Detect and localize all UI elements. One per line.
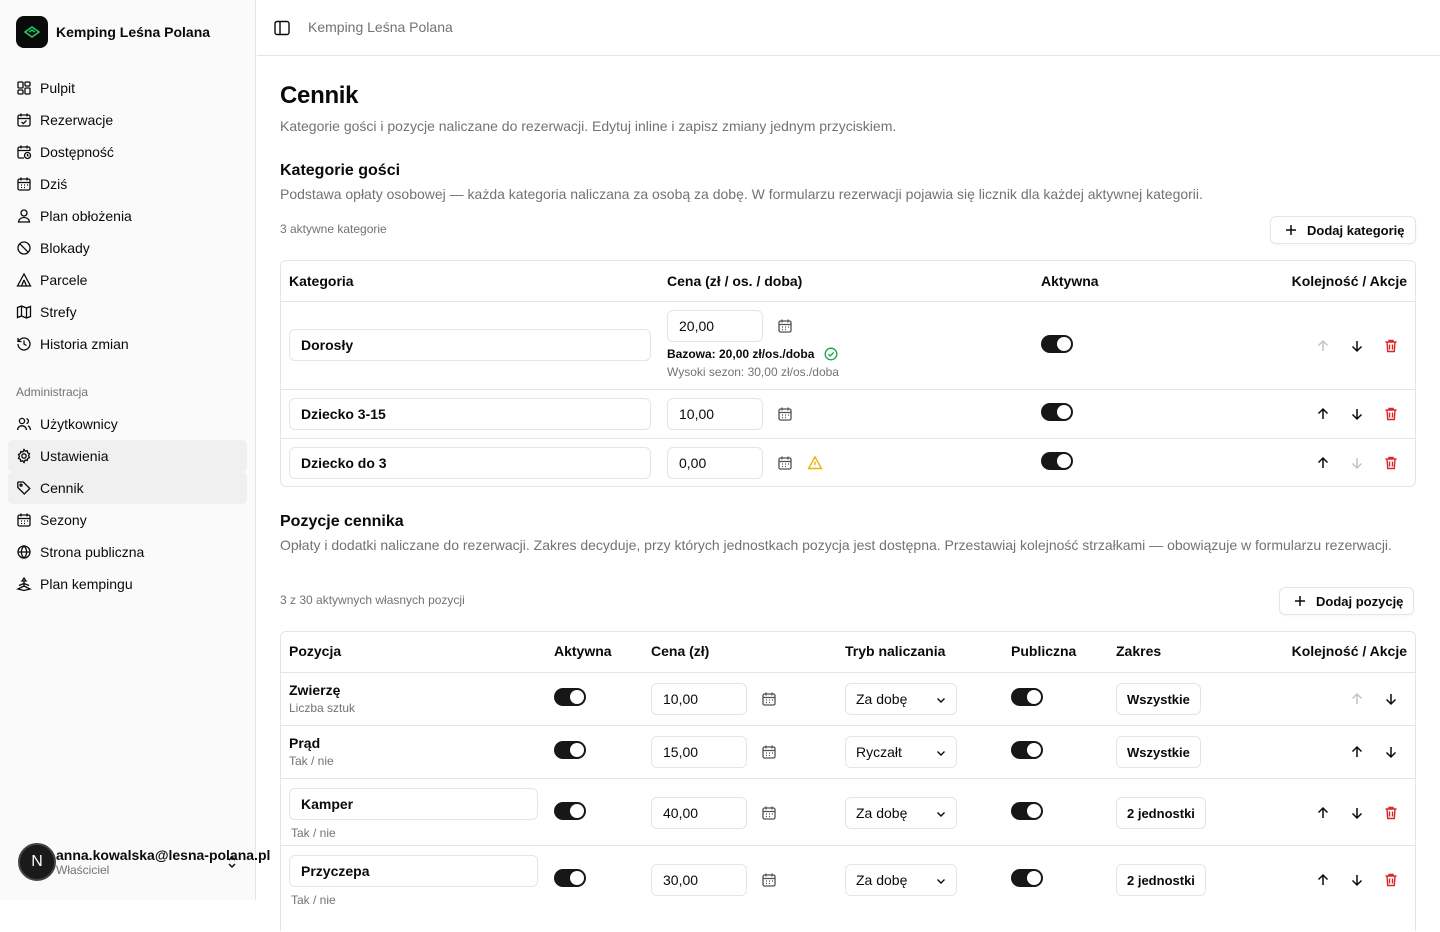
arrow-down-icon[interactable]	[1383, 744, 1399, 760]
check-circle-icon	[824, 347, 838, 361]
item-name: Zwierzę	[289, 682, 341, 698]
sidebar-item-label: Historia zmian	[40, 336, 129, 352]
sidebar	[0, 0, 271, 900]
public-toggle[interactable]	[1011, 688, 1043, 706]
sidebar-item-strefy[interactable]	[8, 296, 247, 328]
active-toggle[interactable]	[554, 688, 586, 706]
sidebar-item-label: Ustawienia	[40, 448, 109, 464]
sidebar-item-label: Użytkownicy	[40, 416, 118, 432]
trash-icon[interactable]	[1383, 455, 1399, 471]
billing-mode-value: Za dobę	[856, 872, 908, 888]
tag-icon	[16, 480, 32, 496]
tent-icon	[16, 272, 32, 288]
column-header-scope: Zakres	[1116, 643, 1162, 659]
sidebar-item-label: Plan kempingu	[40, 576, 133, 592]
sidebar-item-label: Sezony	[40, 512, 87, 528]
arrow-up-icon[interactable]	[1315, 872, 1331, 888]
price-input[interactable]: 20,00	[667, 310, 763, 342]
sidebar-item-label: Strona publiczna	[40, 544, 145, 560]
plus-icon	[1283, 222, 1299, 238]
column-header-actions: Kolejność / Akcje	[1291, 273, 1407, 289]
sidebar-item-strona-publiczna[interactable]	[8, 536, 247, 568]
items-table	[280, 631, 1416, 931]
guests-section-title: Kategorie gości	[280, 162, 401, 179]
scope-button[interactable]: 2 jednostki	[1116, 864, 1206, 896]
column-header-active: Aktywna	[1041, 273, 1099, 289]
season-price-note: Wysoki sezon: 30,00 zł/os./doba	[667, 365, 839, 379]
table-row	[281, 389, 1415, 438]
calendar-icon	[16, 512, 32, 528]
sidebar-toggle-icon[interactable]	[273, 19, 291, 37]
admin-nav	[8, 376, 247, 600]
calendar-check-icon	[16, 112, 32, 128]
calendar-clock-icon	[16, 144, 32, 160]
scope-button[interactable]: Wszystkie	[1116, 736, 1201, 768]
chevron-down-icon	[934, 874, 948, 888]
trash-icon[interactable]	[1383, 872, 1399, 888]
add-category-button[interactable]	[1270, 216, 1416, 244]
billing-mode-value: Za dobę	[856, 691, 908, 707]
calendar-icon[interactable]	[761, 872, 777, 888]
table-row	[281, 778, 1415, 845]
item-subtitle: Liczba sztuk	[289, 701, 356, 715]
billing-mode-select[interactable]	[845, 736, 957, 768]
map-icon	[16, 304, 32, 320]
column-header-public: Publiczna	[1011, 643, 1077, 659]
active-toggle[interactable]	[554, 741, 586, 759]
sidebar-item-label: Strefy	[40, 304, 77, 320]
column-header-active: Aktywna	[554, 643, 612, 659]
sidebar-item-parcele[interactable]	[8, 264, 247, 296]
calendar-icon[interactable]	[777, 406, 793, 422]
category-name-input[interactable]: Dziecko 3-15	[289, 398, 651, 430]
ban-icon	[16, 240, 32, 256]
add-category-label: Dodaj kategorię	[1307, 222, 1405, 238]
arrow-down-icon[interactable]	[1349, 872, 1365, 888]
column-header-actions: Kolejność / Akcje	[1291, 643, 1407, 659]
billing-mode-select[interactable]	[845, 864, 957, 896]
user-email: anna.kowalska@lesna-polana.pl	[56, 847, 271, 863]
arrow-up-icon[interactable]	[1315, 338, 1331, 354]
table-row	[281, 845, 1415, 932]
sidebar-item-blokady[interactable]	[8, 232, 247, 264]
item-name-input[interactable]: Przyczepa	[289, 855, 538, 887]
arrow-up-icon[interactable]	[1315, 455, 1331, 471]
chevron-down-icon	[934, 746, 948, 760]
trash-icon[interactable]	[1383, 338, 1399, 354]
user-role: Właściciel	[56, 863, 110, 877]
calendar-icon[interactable]	[777, 455, 793, 471]
billing-mode-value: Ryczałt	[856, 744, 902, 760]
guests-count: 3 aktywne kategorie	[280, 222, 387, 236]
public-toggle[interactable]	[1011, 802, 1043, 820]
guests-section-description: Podstawa opłaty osobowej — każda kategoria naliczana za osobą za dobę. W formularzu rezerwacji pojawia się licznik dla każdej aktywnej kategorii.	[280, 186, 1203, 202]
gear-icon	[16, 448, 32, 464]
arrow-up-icon[interactable]	[1315, 805, 1331, 821]
column-header-price: Cena (zł)	[651, 643, 710, 659]
trash-icon[interactable]	[1383, 406, 1399, 422]
public-toggle[interactable]	[1011, 869, 1043, 887]
sidebar-item-label: Cennik	[40, 480, 84, 496]
price-input[interactable]: 10,00	[667, 398, 763, 430]
sidebar-item-label: Plan obłożenia	[40, 208, 132, 224]
arrow-up-icon[interactable]	[1349, 744, 1365, 760]
category-name-input[interactable]: Dziecko do 3	[289, 447, 651, 479]
page-subtitle: Kategorie gości i pozycje naliczane do rezerwacji. Edytuj inline i zapisz zmiany jednym przyciskiem.	[280, 118, 897, 134]
sidebar-item-sezony[interactable]	[8, 504, 247, 536]
calendar-icon[interactable]	[761, 744, 777, 760]
sidebar-item-dostepnosc[interactable]	[8, 136, 247, 168]
calendar-icon[interactable]	[777, 318, 793, 334]
column-header-mode: Tryb naliczania	[845, 643, 946, 659]
sidebar-item-label: Pulpit	[40, 80, 76, 96]
users-icon	[16, 416, 32, 432]
trash-icon[interactable]	[1383, 805, 1399, 821]
guests-table	[280, 260, 1416, 487]
brand[interactable]	[16, 16, 210, 48]
price-input[interactable]: 30,00	[651, 864, 747, 896]
sidebar-item-dzis[interactable]	[8, 168, 247, 200]
price-input[interactable]: 0,00	[667, 447, 763, 479]
globe-icon	[16, 544, 32, 560]
avatar: N	[18, 843, 56, 881]
user-text	[56, 847, 271, 877]
page-title: Cennik	[280, 82, 359, 109]
scope-button[interactable]: 2 jednostki	[1116, 797, 1206, 829]
calendar-icon[interactable]	[761, 805, 777, 821]
sidebar-item-historia[interactable]	[8, 328, 247, 360]
map-plan-icon	[16, 576, 32, 592]
active-toggle[interactable]	[554, 802, 586, 820]
item-subtitle: Tak / nie	[291, 826, 336, 840]
user-menu[interactable]	[18, 842, 271, 882]
category-name-input[interactable]: Dorosły	[289, 329, 651, 361]
sidebar-item-cennik[interactable]	[8, 472, 247, 504]
arrow-down-icon[interactable]	[1349, 805, 1365, 821]
sidebar-item-uzytkownicy[interactable]	[8, 408, 247, 440]
plus-icon	[1292, 593, 1308, 609]
base-price-note: Bazowa: 20,00 zł/os./doba	[667, 347, 815, 361]
chevrons-up-down-icon	[224, 854, 240, 870]
sidebar-item-label: Rezerwacje	[40, 112, 114, 128]
breadcrumb[interactable]: Kemping Leśna Polana	[308, 19, 453, 35]
price-input[interactable]: 10,00	[651, 683, 747, 715]
item-name-input[interactable]: Kamper	[289, 788, 538, 820]
calendar-icon	[16, 176, 32, 192]
brand-name: Kemping Leśna Polana	[56, 24, 211, 40]
sidebar-item-label: Blokady	[40, 240, 90, 256]
billing-mode-select[interactable]	[845, 797, 957, 829]
public-toggle[interactable]	[1011, 741, 1043, 759]
user-plan-icon	[16, 208, 32, 224]
sidebar-item-pulpit[interactable]	[8, 72, 247, 104]
column-header-category: Kategoria	[289, 273, 354, 289]
table-row	[281, 725, 1415, 778]
arrow-down-icon[interactable]	[1349, 455, 1365, 471]
column-header-item: Pozycja	[289, 643, 342, 659]
chevron-down-icon	[934, 807, 948, 821]
arrow-down-icon[interactable]	[1349, 338, 1365, 354]
history-icon	[16, 336, 32, 352]
billing-mode-value: Za dobę	[856, 805, 908, 821]
arrow-down-icon[interactable]	[1383, 691, 1399, 707]
main-nav	[8, 72, 247, 360]
active-toggle[interactable]	[1041, 452, 1073, 470]
sidebar-item-plan-kempingu[interactable]	[8, 568, 247, 600]
sidebar-item-label: Dostępność	[40, 144, 114, 160]
arrow-up-icon[interactable]	[1349, 691, 1365, 707]
scope-button[interactable]: Wszystkie	[1116, 683, 1201, 715]
add-item-button[interactable]	[1279, 587, 1414, 615]
sidebar-item-ustawienia[interactable]	[8, 440, 247, 472]
items-section-description: Opłaty i dodatki naliczane do rezerwacji. Zakres decyduje, przy których jednostkach pozycja jest dostępna. Przestawiaj kolejność strzałkami — obowiązuje w formularzu rezerwacji.	[280, 537, 1392, 553]
admin-group-label: Administracja	[16, 385, 89, 399]
item-subtitle: Tak / nie	[291, 893, 336, 907]
sidebar-item-label: Dziś	[40, 176, 68, 192]
item-subtitle: Tak / nie	[289, 754, 334, 768]
billing-mode-select[interactable]	[845, 683, 957, 715]
sidebar-item-plan-oblozenia[interactable]	[8, 200, 247, 232]
item-name: Prąd	[289, 735, 321, 751]
table-row	[281, 301, 1415, 389]
arrow-up-icon[interactable]	[1315, 406, 1331, 422]
sidebar-item-label: Parcele	[40, 272, 88, 288]
items-count: 3 z 30 aktywnych własnych pozycji	[280, 593, 465, 607]
active-toggle[interactable]	[1041, 335, 1073, 353]
table-row	[281, 438, 1415, 486]
dashboard-icon	[16, 80, 32, 96]
active-toggle[interactable]	[554, 869, 586, 887]
sidebar-item-rezerwacje[interactable]	[8, 104, 247, 136]
column-header-price: Cena (zł / os. / doba)	[667, 273, 803, 289]
price-input[interactable]: 40,00	[651, 797, 747, 829]
warning-icon	[807, 455, 823, 471]
topbar	[257, 0, 1440, 56]
calendar-icon[interactable]	[761, 691, 777, 707]
table-row	[281, 672, 1415, 725]
active-toggle[interactable]	[1041, 403, 1073, 421]
add-item-label: Dodaj pozycję	[1316, 593, 1404, 609]
brand-logo-icon	[16, 16, 48, 48]
items-section-title: Pozycje cennika	[280, 513, 404, 530]
chevron-down-icon	[934, 693, 948, 707]
price-input[interactable]: 15,00	[651, 736, 747, 768]
arrow-down-icon[interactable]	[1349, 406, 1365, 422]
